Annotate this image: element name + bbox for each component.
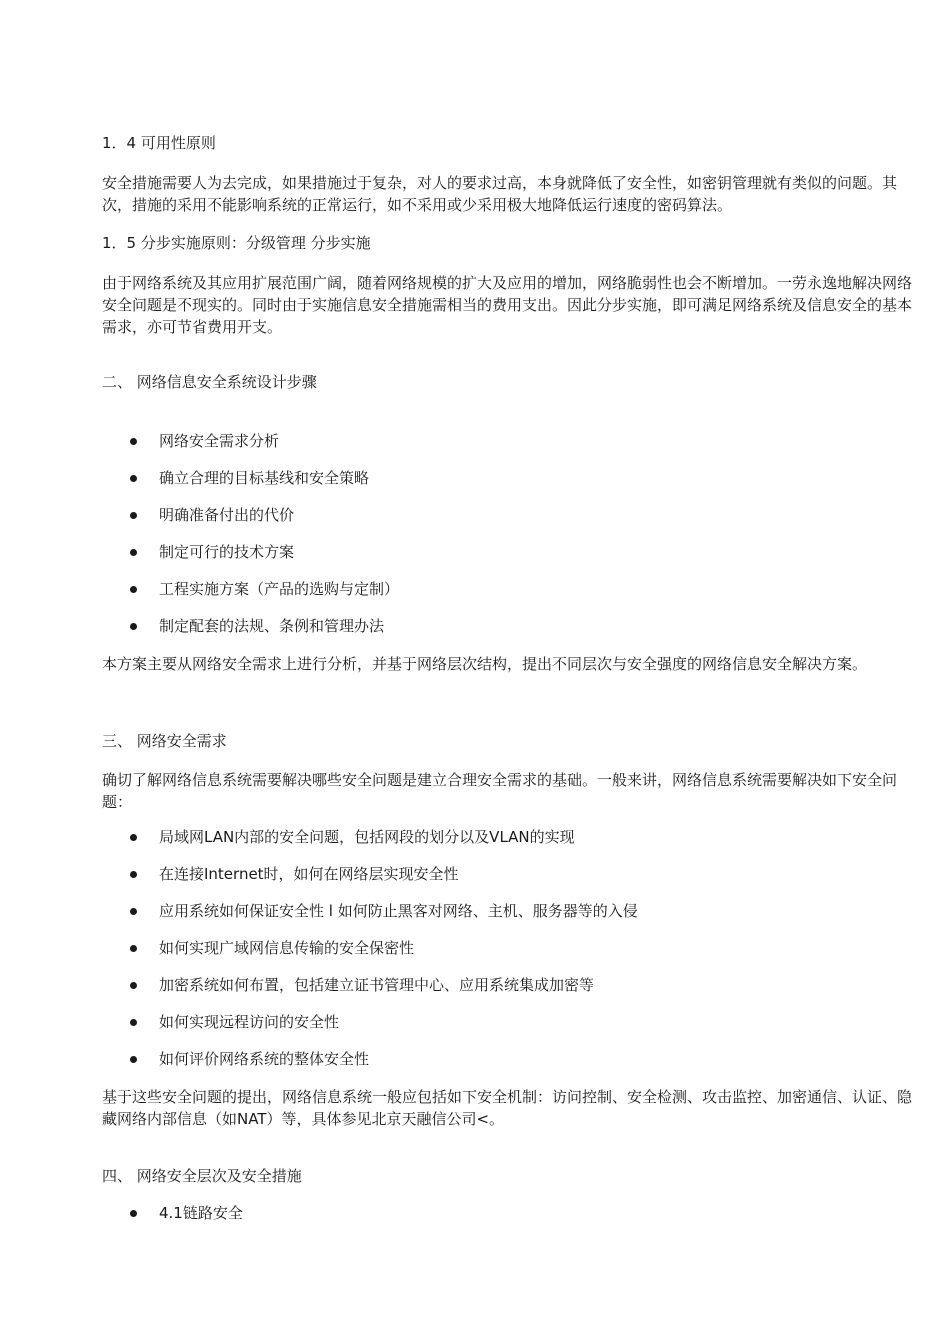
bullet-icon <box>130 512 137 519</box>
bullet-icon <box>130 438 137 445</box>
bullet-icon <box>130 1210 137 1217</box>
list-item: 如何实现远程访问的安全性 <box>159 1013 340 1031</box>
section-3-intro: 确切了解网络信息系统需要解决哪些安全问题是建立合理安全需求的基础。一般来讲，网络信息系统需要解决如下安全问题： <box>102 771 898 811</box>
list-item: 网络安全需求分析 <box>159 432 280 450</box>
list-item: 4.1链路安全 <box>159 1204 243 1222</box>
bullet-icon <box>130 475 137 482</box>
bullet-icon <box>130 623 137 630</box>
list-item: 制定可行的技术方案 <box>159 543 295 561</box>
bullet-icon <box>130 945 137 952</box>
bullet-icon <box>130 834 137 841</box>
list-item: 在连接Internet时，如何在网络层实现安全性 <box>159 865 459 883</box>
bullet-icon <box>130 549 137 556</box>
list-item: 如何评价网络系统的整体安全性 <box>159 1050 370 1068</box>
section-1-5-heading: 1．5 分步实施原则：分级管理 分步实施 <box>102 234 371 252</box>
section-1-5-paragraph: 由于网络系统及其应用扩展范围广阔，随着网络规模的扩大及应用的增加，网络脆弱性也会不断增加。一劳永逸地解决网络安全问题是不现实的。同时由于实施信息安全措施需相当的费用支出。因此分步实施，即可满足网络系统及信息安全的基本需求，亦可节省费用开支。 <box>102 274 913 336</box>
list-item: 明确准备付出的代价 <box>159 506 295 524</box>
section-2-heading: 二、 网络信息安全系统设计步骤 <box>102 373 317 391</box>
section-3-heading: 三、 网络安全需求 <box>102 732 227 750</box>
section-2-summary: 本方案主要从网络安全需求上进行分析，并基于网络层次结构，提出不同层次与安全强度的网络信息安全解决方案。 <box>102 655 868 673</box>
list-item: 局域网LAN内部的安全问题，包括网段的划分以及VLAN的实现 <box>159 828 575 846</box>
bullet-icon <box>130 982 137 989</box>
list-item: 加密系统如何布置，包括建立证书管理中心、应用系统集成加密等 <box>159 976 595 994</box>
list-item: 如何实现广域网信息传输的安全保密性 <box>159 939 415 957</box>
section-1-4-paragraph: 安全措施需要人为去完成，如果措施过于复杂，对人的要求过高，本身就降低了安全性，如密钥管理就有类似的问题。其次，措施的采用不能影响系统的正常运行，如不采用或少采用极大地降低运行速度的密码算法。 <box>102 174 898 214</box>
section-4-heading: 四、 网络安全层次及安全措施 <box>102 1167 302 1185</box>
bullet-icon <box>130 908 137 915</box>
bullet-icon <box>130 1019 137 1026</box>
list-item: 工程实施方案（产品的选购与定制） <box>159 580 400 598</box>
list-item: 确立合理的目标基线和安全策略 <box>159 469 370 487</box>
list-item: 应用系统如何保证安全性 l 如何防止黑客对网络、主机、服务器等的入侵 <box>159 902 638 920</box>
bullet-icon <box>130 586 137 593</box>
section-3-summary: 基于这些安全问题的提出，网络信息系统一般应包括如下安全机制：访问控制、安全检测、攻击监控、加密通信、认证、隐藏网络内部信息（如NAT）等，具体参见北京天融信公司<。 <box>102 1088 913 1128</box>
bullet-icon <box>130 1056 137 1063</box>
list-item: 制定配套的法规、条例和管理办法 <box>159 617 385 635</box>
section-1-4-heading: 1．4 可用性原则 <box>102 134 216 152</box>
bullet-icon <box>130 871 137 878</box>
